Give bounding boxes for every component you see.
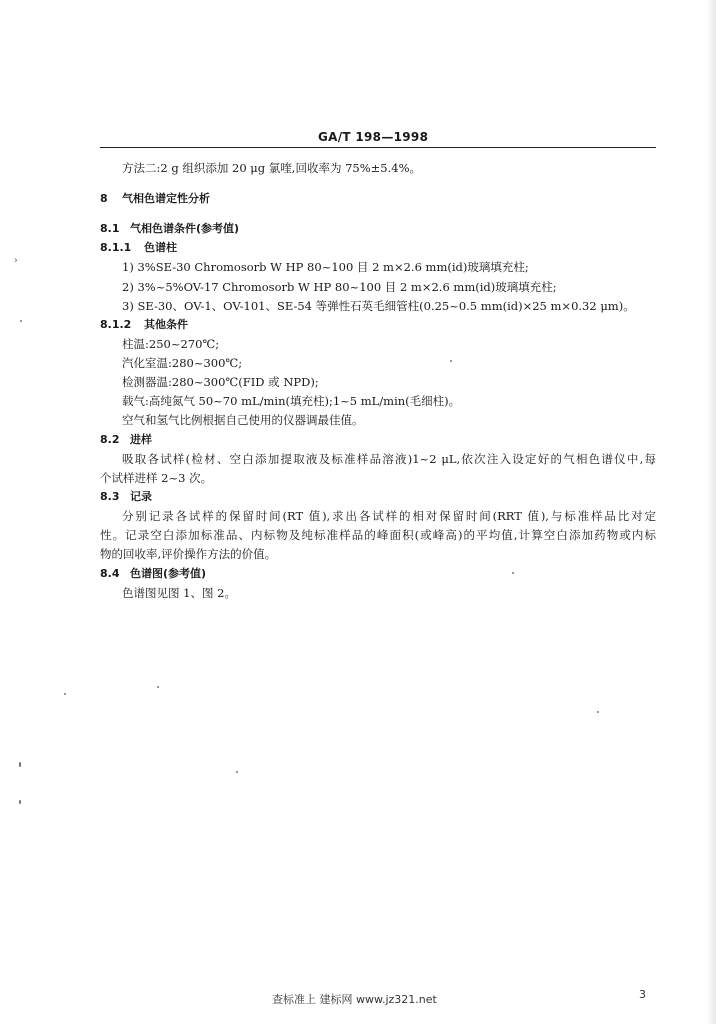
record-paragraph-line: 物的回收率,评价操作方法的价值。 — [100, 547, 277, 561]
method-two-text: 方法二:2 g 组织添加 20 μg 氯喹,回收率为 75%±5.4%。 — [122, 161, 422, 175]
section-8-1-2-heading — [100, 317, 188, 333]
column-item: 3) SE-30、OV-1、OV-101、SE-54 等弹性石英毛细管柱(0.25~0.5 mm(id)×25 m×0.32 μm)。 — [122, 299, 635, 313]
section-title: 气相色谱条件(参考值) — [130, 222, 240, 235]
section-title: 色谱图(参考值) — [130, 567, 207, 580]
section-number: 8.3 — [100, 490, 120, 503]
section-number: 8.4 — [100, 567, 120, 580]
column-item: 2) 3%~5%OV-17 Chromosorb W HP 80~100 目 2 m×2.6 mm(id)玻璃填充柱; — [122, 280, 557, 294]
section-title: 进样 — [130, 433, 152, 446]
section-8-1-heading — [100, 221, 239, 237]
section-title: 记录 — [130, 490, 152, 503]
condition-item: 柱温:250~270℃; — [122, 337, 220, 351]
section-number: 8 — [100, 192, 108, 205]
header-rule — [100, 147, 656, 148]
section-8-4-heading — [100, 566, 206, 582]
scan-speck — [19, 800, 21, 804]
column-item: 1) 3%SE-30 Chromosorb W HP 80~100 目 2 m×2.6 mm(id)玻璃填充柱; — [122, 260, 529, 274]
scan-speck — [19, 762, 21, 767]
page-number: 3 — [639, 988, 646, 1001]
footer-watermark: 查标准上 建标网 www.jz321.net — [272, 993, 437, 1006]
section-8-2-heading — [100, 432, 152, 448]
page-edge-shadow — [706, 0, 716, 1024]
scan-speck — [450, 360, 452, 362]
condition-item: 汽化室温:280~300℃; — [122, 356, 243, 370]
section-number: 8.2 — [100, 433, 120, 446]
section-title: 色谱柱 — [144, 241, 177, 254]
chromatogram-reference: 色谱图见图 1、图 2。 — [122, 586, 236, 600]
scan-speck — [512, 572, 514, 574]
section-8-3-heading — [100, 489, 152, 505]
section-number: 8.1.2 — [100, 318, 132, 331]
section-8-heading — [100, 191, 210, 207]
scan-speck — [20, 320, 22, 322]
scan-speck — [157, 686, 159, 688]
standard-code-header: GA/T 198—1998 — [318, 130, 429, 144]
section-title: 气相色谱定性分析 — [122, 192, 210, 205]
condition-item: 载气:高纯氮气 50~70 mL/min(填充柱);1~5 mL/min(毛细柱)。 — [122, 394, 461, 408]
section-title: 其他条件 — [144, 318, 188, 331]
section-8-1-1-heading — [100, 240, 177, 256]
section-number: 8.1 — [100, 222, 120, 235]
condition-item: 检测器温:280~300℃(FID 或 NPD); — [122, 375, 319, 389]
section-number: 8.1.1 — [100, 241, 132, 254]
record-paragraph-line: 分别记录各试样的保留时间(RT 值),求出各试样的相对保留时间(RRT 值),与标准样品比对定 — [122, 509, 656, 523]
condition-item: 空气和氢气比例根据自己使用的仪器调最佳值。 — [122, 413, 364, 427]
scan-speck — [236, 771, 238, 773]
injection-paragraph-line: 个试样进样 2~3 次。 — [100, 471, 213, 485]
scan-speck — [64, 693, 66, 695]
record-paragraph-line: 性。记录空白添加标准品、内标物及纯标准样品的峰面积(或峰高)的平均值,计算空白添加药物或内标 — [100, 528, 656, 542]
scan-speck: › — [14, 256, 18, 266]
scan-speck — [597, 711, 599, 713]
injection-paragraph-line: 吸取各试样(检材、空白添加提取液及标准样品溶液)1~2 μL,依次注入设定好的气相色谱仪中,每 — [122, 452, 656, 466]
